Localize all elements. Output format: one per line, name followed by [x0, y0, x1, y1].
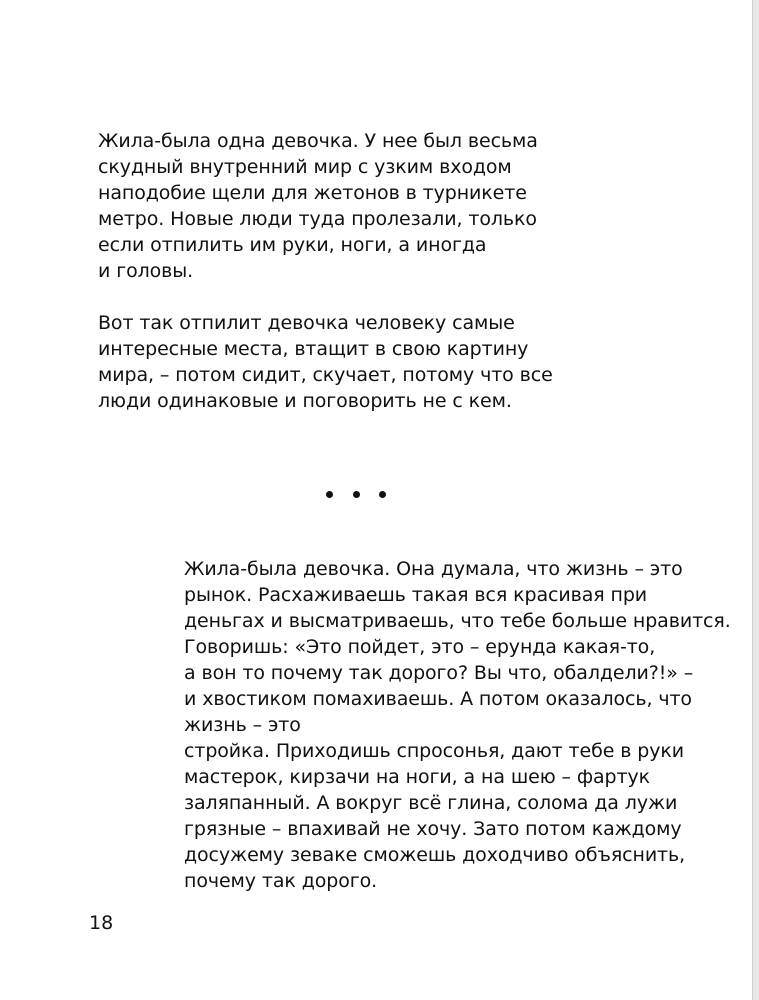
text-line: люди одинаковые и поговорить не с кем. [98, 390, 512, 412]
text-line: а вон то почему так дорого? Вы что, обалдели?!» – [184, 662, 694, 684]
text-line: скудный внутренний мир с узким входом [98, 156, 512, 178]
dot-icon [353, 491, 360, 498]
dot-icon [326, 491, 333, 498]
page-edge [752, 0, 759, 1000]
text-line: заляпанный. А вокруг всё глина, солома да лужи [184, 792, 678, 814]
text-line: мастерок, кирзачи на ноги, а на шею – фартук [184, 766, 650, 788]
text-line: интересные места, втащит в свою картину [98, 338, 529, 360]
text-line: если отпилить им руки, ноги, а иногда [98, 234, 487, 256]
text-line: Говоришь: «Это пойдет, это – ерунда какая-то, [184, 636, 656, 658]
story-paragraph-1 [98, 128, 618, 284]
text-line: Вот так отпилит девочка человеку самые [98, 312, 515, 334]
text-line: стройка. Приходишь спросонья, дают тебе в руки [184, 740, 685, 762]
page-number: 18 [89, 912, 114, 934]
text-line: Жила-была девочка. Она думала, что жизнь – это [184, 558, 683, 580]
text-line: наподобие щели для жетонов в турникете [98, 182, 527, 204]
text-line: почему так дорого. [184, 870, 378, 892]
text-line: деньгах и высматриваешь, что тебе больше нравится. [184, 610, 731, 632]
text-line: Жила-была одна девочка. У нее был весьма [98, 130, 538, 152]
text-line: грязные – впахивай не хочу. Зато потом каждому [184, 818, 682, 840]
text-line: и хвостиком помахиваешь. А потом оказалось, что [184, 688, 692, 710]
text-line: жизнь – это [184, 714, 301, 736]
story-paragraph-3 [184, 556, 731, 894]
text-line: мира, – потом сидит, скучает, потому что все [98, 364, 553, 386]
text-line: метро. Новые люди туда пролезали, только [98, 208, 537, 230]
story-paragraph-2 [98, 310, 618, 414]
three-dots-separator-icon [326, 488, 386, 500]
text-line: и головы. [98, 260, 194, 282]
text-line: рынок. Расхаживаешь такая вся красивая при [184, 584, 648, 606]
text-line: досужему зеваке сможешь доходчиво объяснить, [184, 844, 686, 866]
dot-icon [379, 491, 386, 498]
